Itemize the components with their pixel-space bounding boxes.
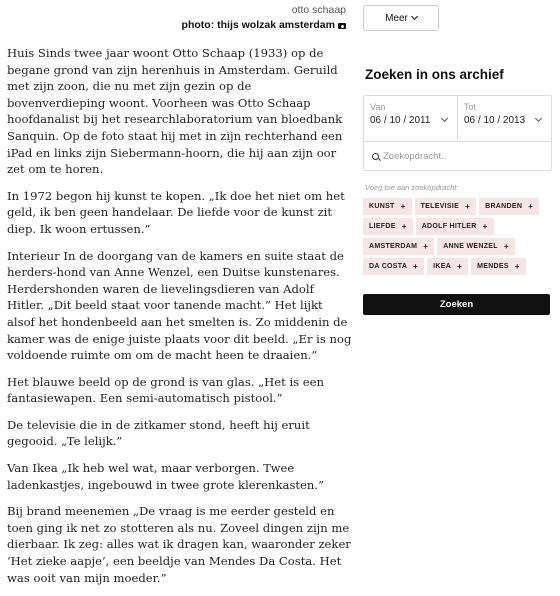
chevron-down-icon — [411, 13, 418, 20]
date-range — [364, 96, 551, 142]
tag-mendes[interactable] — [471, 258, 526, 275]
tag-label: ANNE WENZEL — [443, 243, 498, 250]
suggestion-label: Voeg toe aan zoekopdracht: — [365, 183, 459, 192]
date-to-label: Tot — [464, 102, 477, 112]
article-paragraph: Het blauwe beeld op de grond is van glas. „Het is een fantasiewapen. Een semi-automatisch pistool.” — [7, 374, 324, 406]
meer-button[interactable] — [363, 5, 439, 31]
date-from-label: Van — [370, 102, 386, 112]
tag-adolf-hitler[interactable] — [416, 218, 494, 235]
tag-ikea[interactable] — [427, 258, 468, 275]
camera-icon — [338, 23, 346, 29]
add-icon: + — [401, 222, 407, 231]
add-icon: + — [465, 202, 471, 211]
tag-label: IKEA — [433, 263, 452, 270]
search-submit-button[interactable]: Zoeken — [363, 294, 550, 315]
tag-label: BRANDEN — [485, 203, 523, 210]
tag-label: TELEVISIE — [420, 203, 460, 210]
add-icon: + — [503, 242, 509, 251]
tag-amsterdam[interactable] — [363, 238, 434, 255]
archive-search-title: Zoeken in ons archief — [365, 67, 504, 82]
author-name: otto schaap — [291, 4, 346, 16]
sidebar — [363, 0, 551, 463]
tag-label: DA COSTA — [369, 263, 408, 270]
tag-televisie[interactable] — [415, 198, 476, 215]
add-icon: + — [400, 202, 406, 211]
photo-credit — [182, 18, 346, 33]
photo-credit-text: photo: thijs wolzak amsterdam — [181, 19, 335, 31]
add-icon: + — [482, 222, 488, 231]
article-paragraph: Interieur In de doorgang van de kamers en suite staat de herders-hond van Anne Wenzel, een Duitse kunstenares. Herdershonden waren de lievelingsdieren van Adolf Hitler. „Dit beeld staat voor tanende macht.” Het lijkt alsof het hondenbeeld aan het smelten is. Zo middenin de kamer was de enige juiste plaats voor dit beeld. „Er is nog voldoende ruimte om om de macht heen te draaien.” — [7, 248, 352, 363]
search-icon — [372, 153, 379, 160]
article-body — [7, 45, 353, 596]
tag-label: KUNST — [369, 203, 395, 210]
tag-label: ADOLF HITLER — [421, 223, 477, 230]
search-input[interactable] — [364, 142, 551, 170]
article-paragraph: Huis Sinds twee jaar woont Otto Schaap (1933) op de begane grond van zijn herenhuis in Amsterdam. Geruild met zijn zoon, die nu met zijn gezin op de bovenverdieping woont. Voorheen was Otto Schaap hoofdanalist bij het researchlaboratorium van bloedbank Sanquin. Op de foto staat hij met in zijn rechterhand een iPad en links zijn Siebermann-hoorn, die hij aan zijn oor zet om te horen. — [7, 46, 343, 177]
tag-label: LIEFDE — [369, 223, 396, 230]
tag-label: MENDES — [477, 263, 509, 270]
article-paragraph: Van Ikea „Ik heb wel wat, maar verborgen. Twee ladenkastjes, ingebouwd in twee grote klerenkasten.” — [7, 461, 324, 492]
tag-anne-wenzel[interactable] — [437, 238, 515, 255]
article-paragraph: In 1972 begon hij kunst te kopen. „Ik doe het niet om het geld, ik ben geen handelaar. De liefde voor de kunst zit diep. Ik woon ertussen.” — [7, 188, 345, 236]
article-paragraph: De televisie die in de zitkamer stond, heeft hij eruit gegooid. „Te lelijk.” — [7, 417, 310, 449]
date-from-select[interactable] — [364, 96, 457, 141]
add-icon: + — [413, 262, 419, 271]
tag-branden[interactable] — [479, 198, 539, 215]
add-icon: + — [423, 242, 429, 251]
tag-label: AMSTERDAM — [369, 243, 418, 250]
tag-liefde[interactable] — [363, 218, 413, 235]
date-to-select[interactable] — [457, 96, 551, 141]
add-icon: + — [457, 262, 463, 271]
search-placeholder: Zoekopdracht.. — [383, 150, 447, 162]
date-to-value: 06 / 10 / 2013 — [464, 115, 526, 126]
meer-label: Meer — [385, 12, 408, 24]
archive-search-form — [363, 95, 552, 171]
article-paragraph: Bij brand meenemen „De vraag is me eerder gesteld en toen ging ik net zo stotteren als nu. Zoveel dingen zijn me dierbaar. Ik zeg: alles wat ik dragen kan, waaronder zeker ‘Het zieke aapje’, een beeldje van Mendes Da Costa. Het was ooit van mijn moeder.” — [7, 504, 351, 585]
tag-da-costa[interactable] — [363, 258, 424, 275]
tag-kunst[interactable] — [363, 198, 412, 215]
tag-list — [363, 198, 551, 275]
add-icon: + — [528, 202, 534, 211]
photo-credit-block — [182, 3, 346, 33]
add-icon: + — [514, 262, 520, 271]
date-from-value: 06 / 10 / 2011 — [370, 115, 431, 126]
